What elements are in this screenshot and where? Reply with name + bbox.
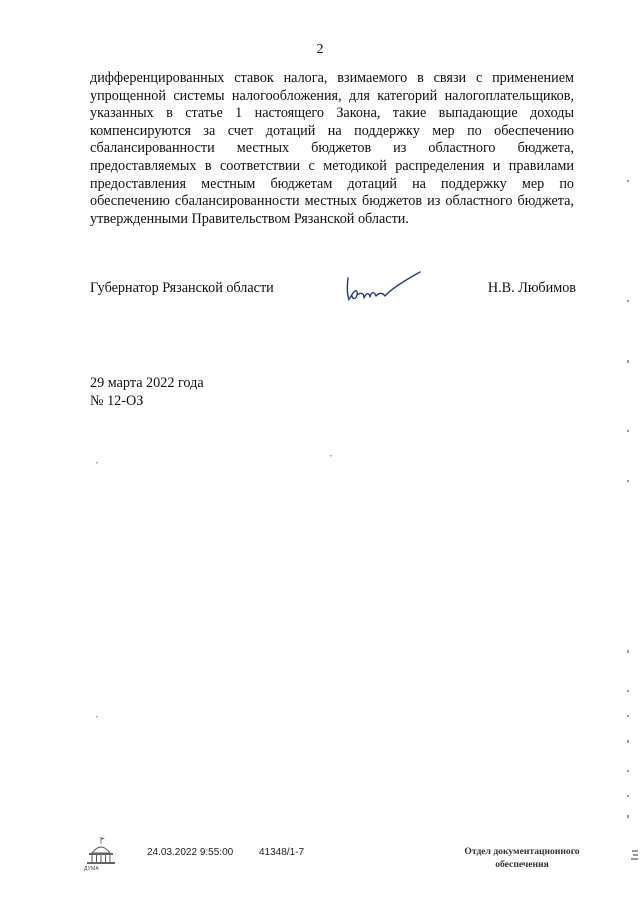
body-line: правилами предоставления местным бюджетам дотаций на поддержку мер xyxy=(90,157,574,192)
body-line: упрощенной системы налогообложения, для категорий xyxy=(90,87,438,104)
body-line: бюджета, утвержденными Правительством Рязанской области. xyxy=(90,193,574,227)
emblem-caption: ДУМА xyxy=(84,866,99,872)
body-line: дифференцированных ставок налога, взимаемого в связи с применением xyxy=(90,70,574,86)
signer-name: Н.В. Любимов xyxy=(487,280,576,296)
law-date: 29 марта 2022 года xyxy=(90,375,204,391)
department-stamp: Отдел документационного обеспечения xyxy=(464,846,580,870)
body-line: бюджета, предоставляемых в соответствии с методикой распределения и xyxy=(90,140,575,174)
registration-number: 41348/1-7 xyxy=(259,847,305,858)
body-line: налогоплательщиков, указанных в статье 1 настоящего Закона, такие xyxy=(90,87,575,122)
law-number: № 12-ОЗ xyxy=(90,393,144,409)
signer-title: Губернатор Рязанской области xyxy=(90,280,274,296)
page-number: 2 xyxy=(316,42,324,57)
body-line: по обеспечению сбалансированности местных бюджетов из областного xyxy=(90,122,575,157)
registration-timestamp: 24.03.2022 9:55:00 xyxy=(147,847,234,858)
body-line: выпадающие доходы компенсируются за счет дотаций на поддержку мер xyxy=(90,105,575,139)
body-line: по обеспечению сбалансированности местных бюджетов из областного xyxy=(90,175,574,210)
